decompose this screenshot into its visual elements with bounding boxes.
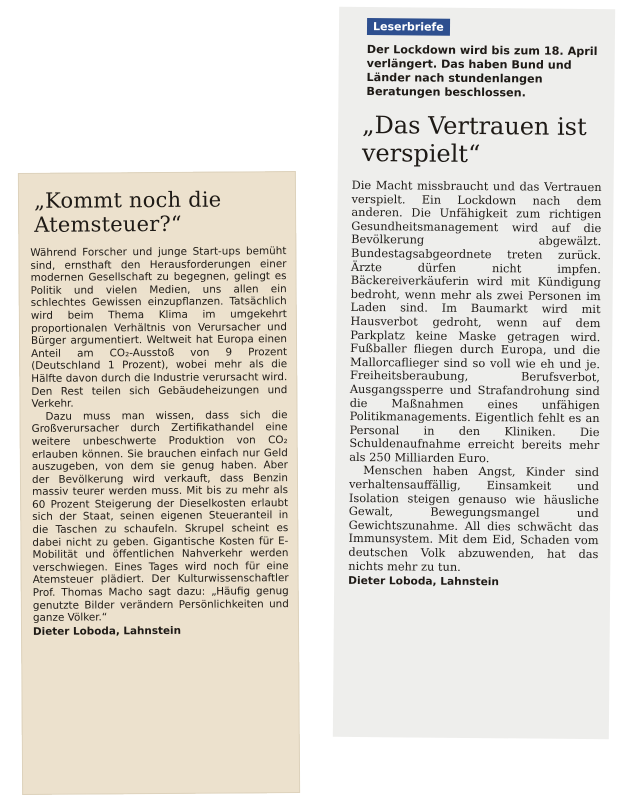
right-headline: „Das Vertrauen ist verspielt“ [361,111,587,169]
left-headline: „Kommt noch die Atemsteuer?“ [33,187,222,237]
left-paragraph-2: Dazu muss man wissen, dass sich die Großverursacher durch Zertifikathandel eine weitere unbeschwerte Produktion von CO₂ erlauben können. Sie brauchen einfach nur Geld auszugeben, von dem sie genug haben. Aber der Bevölkerung wird verkauft, dass Benzin massiv teurer werden muss. Mit bis zu mehr als 60 Prozent Steigerung der Dieselkosten erlaubt sich der Staat, seinen eigenen Steueranteil in die Taschen zu schaufeln. Skrupel scheint es dabei nicht zu geben. Gigantische Kosten für E-Mobilität und öffentlichen Nahverkehr werden verschwiegen. Eines Tages wird noch für eine Atemsteuer plädiert. Der Kulturwissenschaftler Prof. Thomas Macho sagt dazu: „Häufig genug genutzte Bilder verändern Persönlichkeiten und ganze Völker.“ [31,408,289,625]
right-paragraph-2: Menschen haben Angst, Kinder sind verhaltensauffällig, Einsamkeit und Isolation steigen genauso wie häusliche Gewalt, Bewegungsmangel und Gewichtszunahme. All dies schwächt das Immunsystem. Mit dem Eid, Schaden vom deutschen Volk abzuwenden, hat das nichts mehr zu tun. [348,463,600,574]
right-body [348,179,601,575]
left-author: Dieter Loboda, Lahnstein [32,624,182,638]
right-paragraph-1: Die Macht missbraucht und das Vertrauen verspielt. Ein Lockdown nach dem anderen. Die Unfähigkeit zum richtigen Gesundheitsmanagement wird auf die Bevölkerung abgewälzt. Bundestagsabgeordnete treten zurück. Ärzte dürfen nicht impfen. Bäckereiverkäuferin wird mit Kündigung bedroht, wenn mehr als zwei Personen im Laden sind. Im Baumarkt wird mit Hausverbot gedroht, wenn auf dem Parkplatz keine Maske getragen wird. Fußballer fliegen durch Europa, und die Mallorcaflieger sind so voll wie eh und je. Freiheitsberaubung, Berufsverbot, Ausgangssperre und Strafandrohung sind die Maßnahmen eines unfähigen Politikmanagements. Eigentlich fehlt es an Personal in den Kliniken. Die Schuldenaufnahme erreicht bereits mehr als 250 Milliarden Euro. [349,177,602,466]
right-teaser: Der Lockdown wird bis zum 18. April verlängert. Das haben Bund und Länder nach stundenlangen Beratungen beschlossen. [366,43,598,100]
left-paragraph-1: Während Forscher und junge Start-ups bemüht sind, ernsthaft den Herausforderungen einer modernen Gesellschaft zu begegnen, gelingt es Politik und vielen Medien, uns allen ein schlechtes Gewissen einzupflanzen. Tatsächlich wird beim Thema Klima im umgekehrt proportionalen Verhältnis von Verursacher und Bürger argumentiert. Weltweit hat Europa einen Anteil am CO₂-Ausstoß von 9 Prozent (Deutschland 1 Prozent), wobei mehr als die Hälfte davon durch die Industrie verursacht wird. Den Rest teilen sich Gebäudeheizungen und Verkehr. [30,245,288,411]
left-clipping [18,171,300,795]
left-body [30,245,289,625]
section-rubric: Leserbriefe [367,18,450,36]
right-author: Dieter Loboda, Lahnstein [348,575,500,589]
right-clipping [333,7,615,739]
